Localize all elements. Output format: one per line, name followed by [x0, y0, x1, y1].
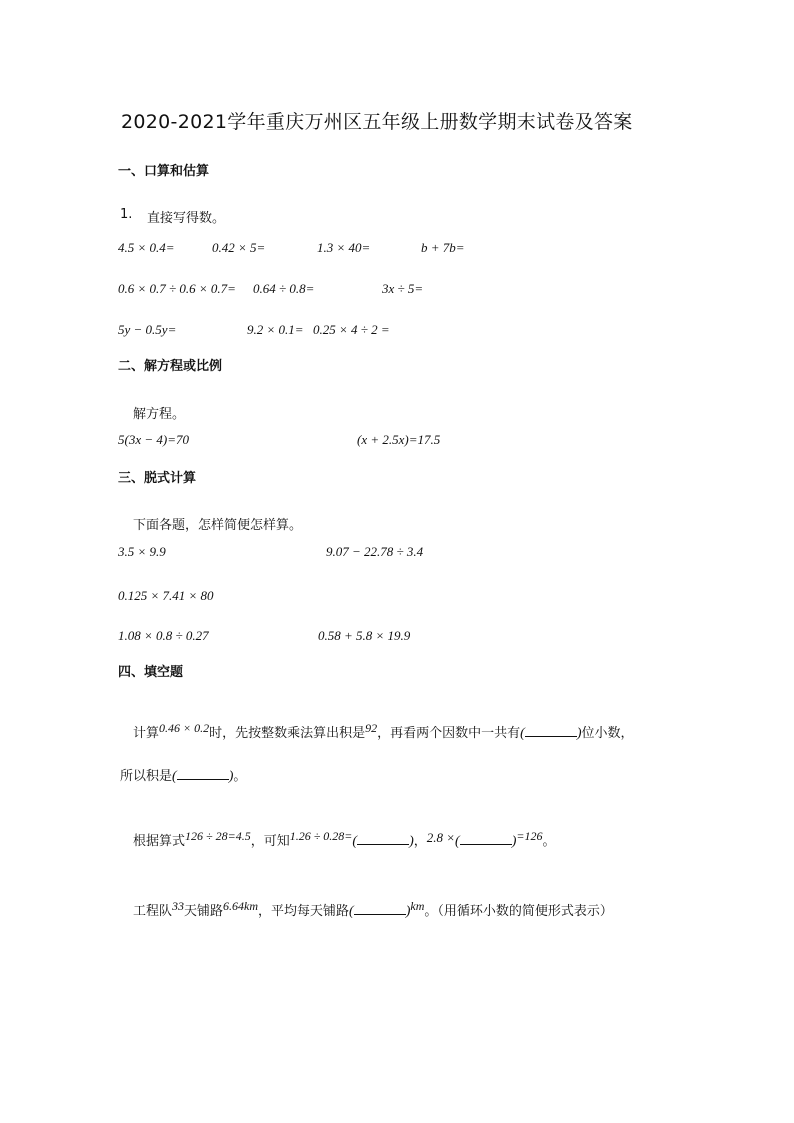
q1-text-c: ，再看两个因数中一共有 [377, 726, 521, 741]
fill-question-3: 工程队33天铺路6.64km，平均每天铺路( )km。（用循环小数的简便形式表示） [133, 899, 613, 919]
q2-text-b: ，可知 [250, 834, 290, 849]
q2-text-d: 。 [542, 834, 556, 849]
q3-text-a: 工程队 [133, 904, 173, 919]
calc-item: 3x ÷ 5= [382, 281, 424, 296]
q2-expression: 126 ÷ 28=4.5 [185, 829, 251, 843]
answer-blank[interactable] [460, 832, 512, 845]
calc-item: b + 7b= [421, 240, 465, 255]
calc-problem: 0.58 + 5.8 × 19.9 [318, 628, 411, 643]
equation: (x + 2.5x)=17.5 [357, 432, 441, 447]
question-text: 直接写得数。 [147, 211, 226, 226]
q3-number: 33 [172, 899, 185, 913]
answer-blank[interactable] [357, 832, 409, 845]
calc-problem: 1.08 × 0.8 ÷ 0.27 [118, 628, 209, 643]
q3-unit: km [410, 899, 425, 913]
q1-text-e: 所以积是 [120, 769, 173, 784]
calc-item: 1.3 × 40= [317, 240, 371, 255]
calc-problem: 9.07 − 22.78 ÷ 3.4 [326, 544, 424, 559]
page-title: 2020-2021学年重庆万州区五年级上册数学期末试卷及答案 [121, 111, 633, 133]
calc-item: 0.25 × 4 ÷ 2 = [313, 322, 390, 337]
q3-length: 6.64km [223, 899, 259, 913]
answer-blank[interactable] [177, 767, 229, 780]
calc-item: 9.2 × 0.1= [247, 322, 304, 337]
equation: 5(3x − 4)=70 [118, 432, 189, 447]
answer-blank[interactable] [354, 902, 406, 915]
calc-item: 5y − 0.5y= [118, 322, 177, 337]
q2-text-c: ， [413, 834, 427, 849]
q1-text-f: 。 [233, 769, 247, 784]
q2-expression-3: 2.8 × [426, 830, 456, 845]
fill-question-1-cont: 所以积是( )。 [120, 769, 247, 784]
fill-question-1: 计算0.46 × 0.2时，先按整数乘法算出积是92，再看两个因数中一共有( )位小数， [133, 721, 634, 741]
calc-item: 4.5 × 0.4= [118, 240, 175, 255]
section4-heading: 四、填空题 [118, 665, 184, 680]
q2-expression-4: =126 [516, 829, 543, 843]
q2-expression-2: 1.26 ÷ 0.28= [289, 829, 353, 843]
q3-text-c: ，平均每天铺路 [258, 904, 350, 919]
question-number: 1. [120, 207, 133, 222]
q1-number: 92 [365, 721, 378, 735]
q3-text-d: 。（用循环小数的简便形式表示） [424, 904, 613, 919]
calc-problem: 0.125 × 7.41 × 80 [118, 588, 214, 603]
section1-heading: 一、口算和估算 [118, 164, 210, 179]
calc-item: 0.6 × 0.7 ÷ 0.6 × 0.7= [118, 281, 236, 296]
calc-item: 0.64 ÷ 0.8= [253, 281, 315, 296]
answer-blank[interactable] [525, 724, 577, 737]
section3-heading: 三、脱式计算 [118, 471, 197, 486]
q1-text-b: 时，先按整数乘法算出积是 [209, 726, 366, 741]
q2-text-a: 根据算式 [133, 834, 186, 849]
q1-text-a: 计算 [133, 726, 160, 741]
section2-heading: 二、解方程或比例 [118, 359, 223, 374]
section2-instruction: 解方程。 [133, 407, 186, 422]
q3-text-b: 天铺路 [184, 904, 224, 919]
calc-item: 0.42 × 5= [212, 240, 266, 255]
calc-problem: 3.5 × 9.9 [118, 544, 166, 559]
q1-expression: 0.46 × 0.2 [159, 721, 210, 735]
fill-question-2: 根据算式126 ÷ 28=4.5，可知1.26 ÷ 0.28=( )，2.8 ×( )=126。 [133, 829, 556, 849]
section3-instruction: 下面各题，怎样简便怎样算。 [133, 518, 303, 533]
q1-text-d: 位小数， [581, 726, 634, 741]
